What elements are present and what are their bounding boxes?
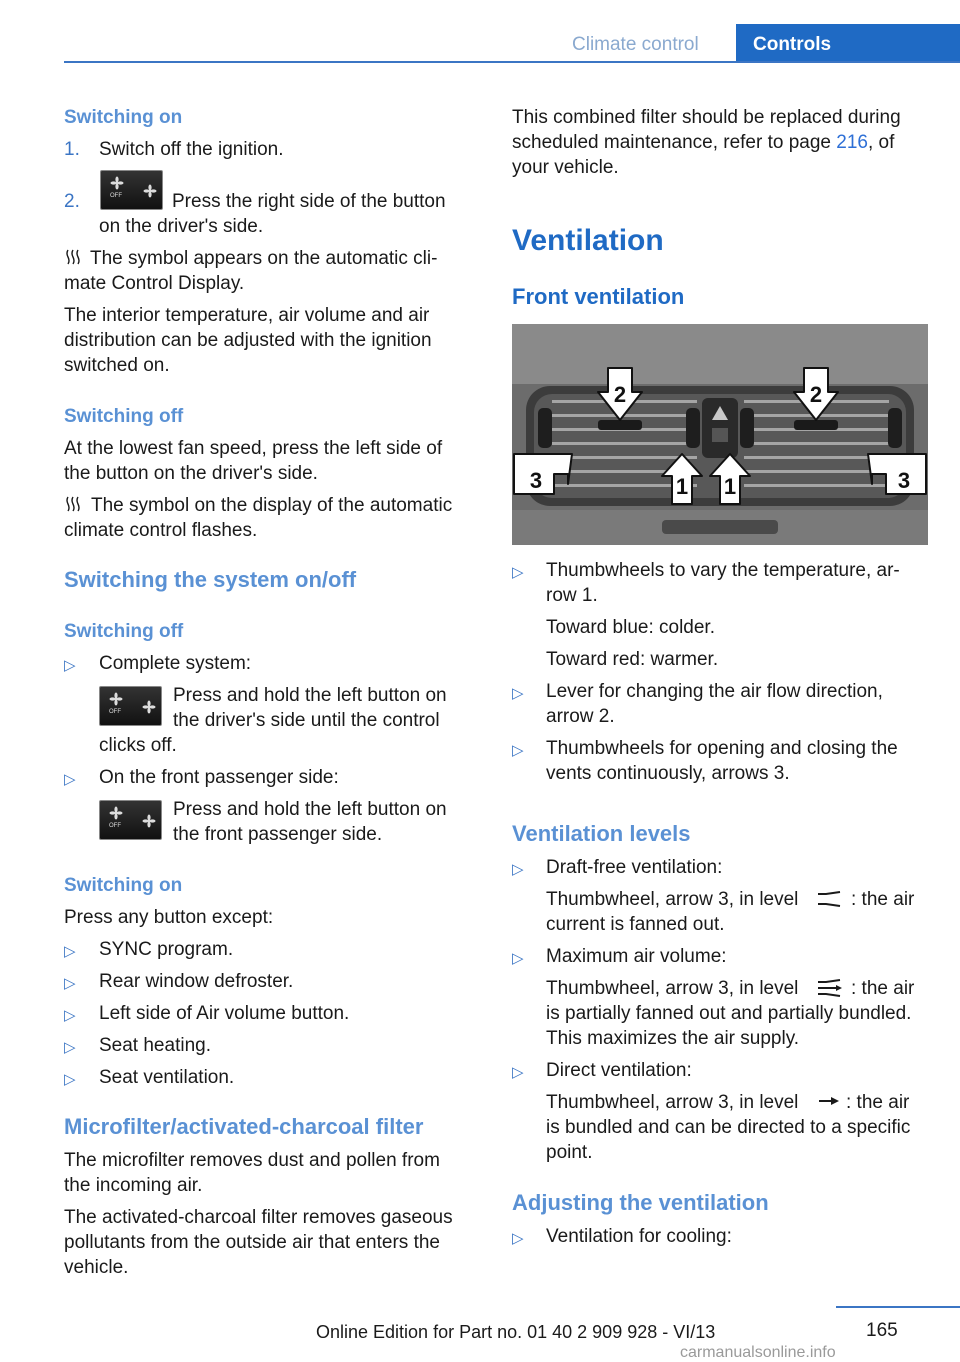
list-item: SYNC program. [99, 939, 234, 960]
max-air-level-icon [816, 979, 844, 997]
fan-button-icon [99, 686, 162, 726]
bullet-text: Toward red: warmer. [546, 649, 719, 670]
paragraph-line: distribution can be adjusted with the ignition [64, 330, 432, 351]
bullet-triangle-icon: ▷ [64, 657, 76, 674]
bullet-text: : the air [851, 889, 915, 910]
bullet-triangle-icon: ▷ [512, 861, 524, 878]
off-label: OFF [110, 193, 122, 199]
symbol-text: The symbol on the display of the automatic [91, 495, 453, 516]
header-section: Climate control [572, 34, 699, 55]
bullet-triangle-icon: ▷ [512, 950, 524, 967]
fan-button-icon [100, 170, 163, 210]
bullet-text: Thumbwheel, arrow 3, in level [546, 1092, 799, 1113]
bullet-text: Draft-free ventilation: [546, 857, 723, 878]
paragraph-line: This combined filter should be replaced during [512, 107, 901, 128]
adjusting-ventilation-heading: Adjusting the ventilation [512, 1190, 769, 1215]
bullet-text: On the front passenger side: [99, 767, 339, 788]
draft-free-level-icon [816, 891, 842, 907]
bullet-text: Ventilation for cooling: [546, 1226, 732, 1247]
step-text: Press the right side of the button [172, 191, 446, 212]
bullet-text: arrow 2. [546, 706, 615, 727]
fan-button-icon [99, 800, 162, 840]
page-link[interactable]: 216 [836, 132, 868, 153]
bullet-triangle-icon: ▷ [512, 564, 524, 581]
bullet-triangle-icon: ▷ [64, 1071, 76, 1088]
front-ventilation-heading: Front ventilation [512, 284, 685, 309]
list-item: Rear window defroster. [99, 971, 294, 992]
photo-label: 3 [529, 468, 543, 493]
off-label: OFF [109, 709, 121, 715]
footer-rule [836, 1306, 960, 1308]
text: scheduled maintenance, refer to page [512, 132, 837, 153]
switching-on-subheading: Switching on [64, 875, 183, 896]
page-number: 165 [866, 1320, 898, 1341]
photo-label: 1 [723, 474, 737, 499]
air-flow-symbol-icon [65, 249, 81, 265]
photo-label: 1 [675, 474, 689, 499]
bullet-triangle-icon: ▷ [512, 1230, 524, 1247]
step-number: 1. [64, 139, 80, 160]
photo-label: 2 [809, 382, 823, 407]
filter-heading: Microfilter/activated-charcoal filter [64, 1114, 424, 1139]
paragraph-line: switched on. [64, 355, 170, 376]
photo-label: 3 [897, 468, 911, 493]
bullet-text: Thumbwheels to vary the temperature, ar- [546, 560, 900, 581]
list-item: Seat heating. [99, 1035, 211, 1056]
ventilation-heading: Ventilation [512, 224, 664, 257]
list-item: Seat ventilation. [99, 1067, 235, 1088]
bullet-text: clicks off. [99, 735, 177, 756]
bullet-text: is partially fanned out and partially bundled. [546, 1003, 912, 1024]
bullet-triangle-icon: ▷ [64, 1007, 76, 1024]
paragraph-line: the button on the driver's side. [64, 463, 318, 484]
bullet-text: : the air [851, 978, 915, 999]
paragraph-line: your vehicle. [512, 157, 619, 178]
step-number: 2. [64, 191, 80, 212]
list-item: Left side of Air volume button. [99, 1003, 350, 1024]
edition-text: Online Edition for Part no. 01 40 2 909 928 - VI/13 [316, 1322, 716, 1342]
bullet-triangle-icon: ▷ [64, 943, 76, 960]
header-tab-controls[interactable]: Controls [736, 24, 960, 62]
bullet-text: : the air [846, 1092, 910, 1113]
header-rule [64, 61, 960, 63]
bullet-text: Lever for changing the air flow direction, [546, 681, 883, 702]
photo-label: 2 [613, 382, 627, 407]
paragraph-line: At the lowest fan speed, press the left side of [64, 438, 443, 459]
bullet-triangle-icon: ▷ [64, 1039, 76, 1056]
symbol-text: The symbol appears on the automatic cli- [90, 248, 438, 269]
paragraph-line: The activated-charcoal filter removes gaseous [64, 1207, 453, 1228]
bullet-text: the front passenger side. [173, 824, 383, 845]
paragraph-line: Press any button except: [64, 907, 274, 928]
bullet-text: Thumbwheel, arrow 3, in level [546, 889, 799, 910]
watermark: carmanualsonline.info [680, 1344, 836, 1361]
paragraph-line: the incoming air. [64, 1175, 203, 1196]
bullet-triangle-icon: ▷ [512, 685, 524, 702]
switching-off-subheading: Switching off [64, 621, 184, 642]
bullet-text: point. [546, 1142, 593, 1163]
switching-on-heading: Switching on [64, 107, 183, 128]
vent-photo [512, 324, 928, 545]
bullet-triangle-icon: ▷ [512, 742, 524, 759]
bullet-text: the driver's side until the control [173, 710, 440, 731]
paragraph-line: vehicle. [64, 1257, 129, 1278]
text: , of [867, 132, 895, 153]
direct-level-icon [818, 1095, 840, 1107]
paragraph-line [512, 130, 894, 155]
bullet-text: This maximizes the air supply. [546, 1028, 800, 1049]
step-text: on the driver's side. [99, 216, 264, 237]
bullet-text: Direct ventilation: [546, 1060, 692, 1081]
bullet-text: vents continuously, arrows 3. [546, 763, 790, 784]
bullet-text: Press and hold the left button on [173, 799, 447, 820]
bullet-text: Maximum air volume: [546, 946, 727, 967]
bullet-triangle-icon: ▷ [64, 771, 76, 788]
air-flow-symbol-icon [65, 496, 81, 512]
step-text: Switch off the ignition. [99, 139, 284, 160]
symbol-text: mate Control Display. [64, 273, 245, 294]
paragraph-line: The interior temperature, air volume and air [64, 305, 430, 326]
bullet-triangle-icon: ▷ [512, 1064, 524, 1081]
paragraph-line: pollutants from the outside air that enters the [64, 1232, 440, 1253]
bullet-text: is bundled and can be directed to a specific [546, 1117, 911, 1138]
bullet-text: Press and hold the left button on [173, 685, 447, 706]
off-label: OFF [109, 823, 121, 829]
switching-off-heading: Switching off [64, 406, 184, 427]
system-on-off-heading: Switching the system on/off [64, 567, 357, 592]
bullet-text: Complete system: [99, 653, 252, 674]
bullet-text: current is fanned out. [546, 914, 725, 935]
bullet-text: Thumbwheels for opening and closing the [546, 738, 898, 759]
bullet-text: Thumbwheel, arrow 3, in level [546, 978, 799, 999]
bullet-text: row 1. [546, 585, 598, 606]
bullet-triangle-icon: ▷ [64, 975, 76, 992]
ventilation-levels-heading: Ventilation levels [512, 821, 691, 846]
paragraph-line: The microfilter removes dust and pollen from [64, 1150, 440, 1171]
symbol-text: climate control flashes. [64, 520, 258, 541]
bullet-text: Toward blue: colder. [546, 617, 715, 638]
